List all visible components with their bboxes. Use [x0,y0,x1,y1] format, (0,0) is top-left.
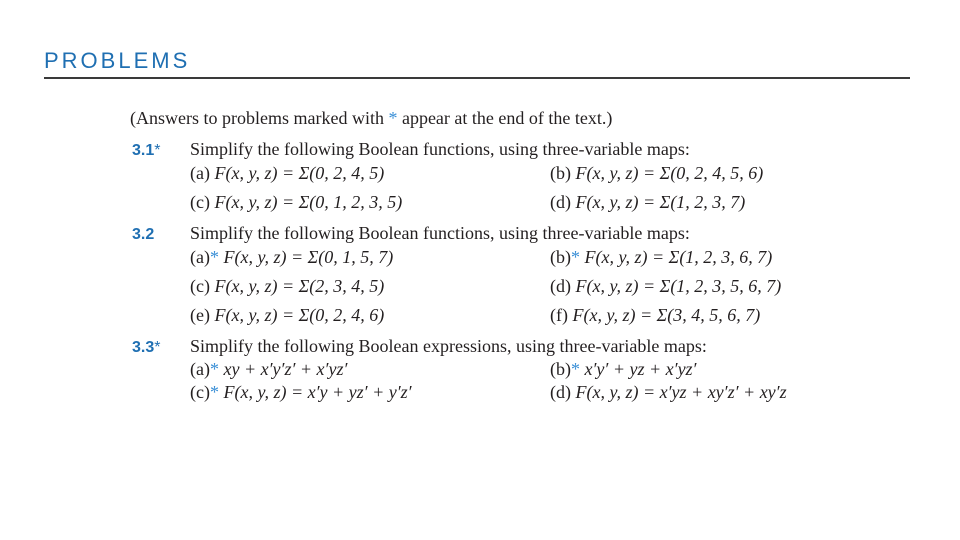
problem-part: (c)* F(x, y, z) = x′y + yz′ + y′z′ [190,382,412,402]
heading-divider [44,77,910,79]
problem-part: (d) F(x, y, z) = Σ(1, 2, 3, 7) [550,192,746,212]
problem-number: 3.3* [132,339,161,356]
problem-part: (c) F(x, y, z) = Σ(0, 1, 2, 3, 5) [190,192,403,212]
section-heading: PROBLEMS [44,48,191,73]
problem-part: (a) F(x, y, z) = Σ(0, 2, 4, 5) [190,163,385,183]
problem-part: (e) F(x, y, z) = Σ(0, 2, 4, 6) [190,305,385,325]
intro-note [130,108,612,129]
problem-part: (b)* x′y′ + yz + x′yz′ [550,359,697,379]
problem-part: (d) F(x, y, z) = x′yz + xy′z′ + xy′z [550,382,787,402]
problem-part: (a)* F(x, y, z) = Σ(0, 1, 5, 7) [190,247,394,267]
problem-title: Simplify the following Boolean functions, using three-variable maps: [190,139,690,159]
problem-part: (d) F(x, y, z) = Σ(1, 2, 3, 5, 6, 7) [550,276,782,296]
problem-part: (c) F(x, y, z) = Σ(2, 3, 4, 5) [190,276,385,296]
problem-number: 3.2 [132,226,155,243]
problem-title: Simplify the following Boolean functions, using three-variable maps: [190,223,690,243]
problem-part: (b) F(x, y, z) = Σ(0, 2, 4, 5, 6) [550,163,764,183]
problem-title: Simplify the following Boolean expressions, using three-variable maps: [190,336,707,356]
problem-part: (b)* F(x, y, z) = Σ(1, 2, 3, 6, 7) [550,247,773,267]
intro-text-before: (Answers to problems marked with [130,108,389,128]
problem-part: (a)* xy + x′y′z′ + x′yz′ [190,359,348,379]
intro-star: * [388,108,398,128]
problem-part: (f) F(x, y, z) = Σ(3, 4, 5, 6, 7) [550,305,761,325]
intro-text-after: appear at the end of the text.) [397,108,613,128]
problem-number: 3.1* [132,142,161,159]
